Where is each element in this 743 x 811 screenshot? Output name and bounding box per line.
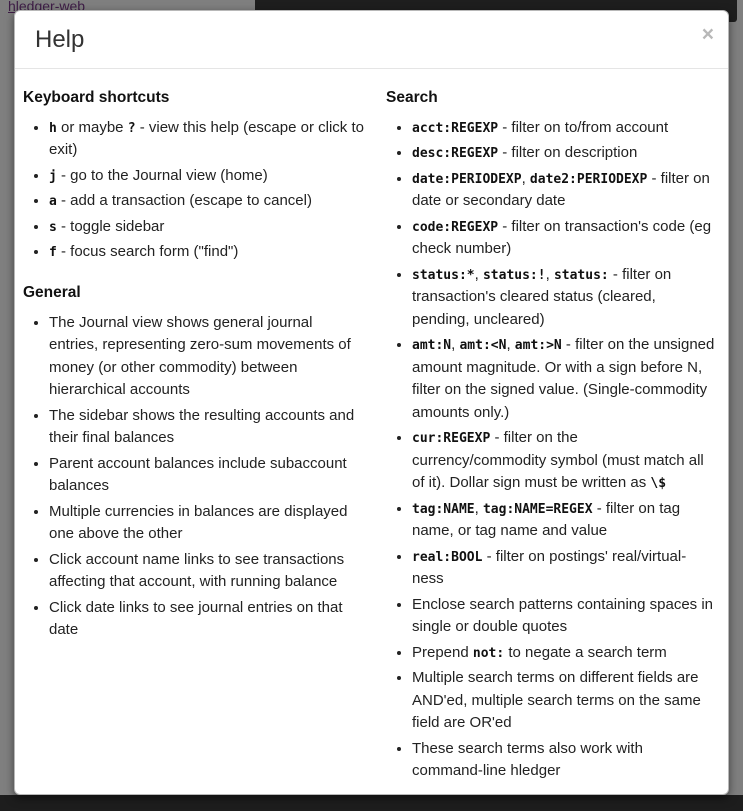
right-column (386, 77, 716, 791)
list-item: • status:*, status:!, status: - filter on transaction's cleared status (cleared, pending, uncleared) (412, 264, 716, 332)
code-term: s (49, 219, 57, 235)
list-item: • h or maybe ? - view this help (escape or click to exit) (49, 117, 364, 162)
code-term: f (49, 245, 57, 261)
list-item: • These search terms also work with command-line hledger (412, 738, 716, 783)
modal-header (15, 11, 728, 69)
section-heading-general: General (23, 283, 81, 301)
code-term: h (49, 120, 57, 136)
code-term: date:PERIODEXP (412, 171, 522, 187)
close-icon[interactable]: × (701, 23, 714, 46)
keyboard-shortcuts-list (23, 117, 364, 264)
list-item: • Parent account balances include subaccount balances (49, 453, 364, 498)
code-term: tag:NAME=REGEX (482, 501, 593, 517)
list-item: • Prepend not: to negate a search term (412, 642, 716, 665)
list-item: • Multiple currencies in balances are displayed one above the other (49, 501, 364, 546)
list-item: • The sidebar shows the resulting accounts and their final balances (49, 405, 364, 450)
help-modal (14, 10, 729, 795)
list-item: • The Journal view shows general journal entries, representing zero-sum movements of money (or other commodity) between hierarchical accounts (49, 312, 364, 402)
search-list (386, 117, 716, 783)
code-term: real:BOOL (412, 549, 483, 565)
code-term: status:* (412, 267, 475, 283)
code-term: amt:<N (459, 338, 507, 354)
list-item: • desc:REGEXP - filter on description (412, 142, 716, 165)
code-term: status: (553, 267, 609, 283)
code-term: not: (472, 645, 505, 661)
list-item: • f - focus search form ("find") (49, 241, 364, 264)
code-term: tag:NAME (412, 501, 475, 517)
left-column (23, 77, 386, 791)
list-item: • tag:NAME, tag:NAME=REGEX - filter on tag name, or tag name and value (412, 498, 716, 543)
section-heading-search: Search (386, 88, 438, 106)
code-term: amt:N (412, 338, 452, 354)
list-item: • date:PERIODEXP, date2:PERIODEXP - filter on date or secondary date (412, 168, 716, 213)
code-term: acct:REGEXP (412, 120, 499, 136)
code-term: a (49, 194, 57, 210)
list-item: • acct:REGEXP - filter on to/from account (412, 117, 716, 140)
code-term: j (49, 168, 57, 184)
list-item: • Click account name links to see transactions affecting that account, with running balance (49, 549, 364, 594)
section-heading-keyboard-shortcuts: Keyboard shortcuts (23, 88, 170, 106)
code-term: desc:REGEXP (412, 146, 499, 162)
code-term: ? (127, 120, 136, 136)
general-list (23, 312, 364, 642)
list-item: • a - add a transaction (escape to cancel) (49, 190, 364, 213)
list-item: • Multiple search terms on different fields are AND'ed, multiple search terms on the same field are OR'ed (412, 667, 716, 735)
list-item: • s - toggle sidebar (49, 216, 364, 239)
modal-body (15, 69, 728, 795)
list-item: • real:BOOL - filter on postings' real/virtual-ness (412, 546, 716, 591)
code-term: \$ (650, 476, 667, 492)
list-item: • j - go to the Journal view (home) (49, 165, 364, 188)
list-item: • Click date links to see journal entries on that date (49, 597, 364, 642)
code-term: amt:>N (514, 338, 562, 354)
list-item: • code:REGEXP - filter on transaction's code (eg check number) (412, 216, 716, 261)
code-term: status:! (482, 267, 546, 283)
list-item: • amt:N, amt:<N, amt:>N - filter on the unsigned amount magnitude. Or with a sign before N, filter on the signed value. (Single-commodity amounts only.) (412, 334, 716, 424)
modal-title: Help (35, 26, 85, 53)
list-item: • Enclose search patterns containing spaces in single or double quotes (412, 594, 716, 639)
code-term: date2:PERIODEXP (529, 171, 648, 187)
code-term: code:REGEXP (412, 219, 499, 235)
code-term: cur:REGEXP (412, 431, 491, 447)
list-item: • cur:REGEXP - filter on the currency/commodity symbol (must match all of it). Dollar sign must be written as \$ (412, 427, 716, 495)
